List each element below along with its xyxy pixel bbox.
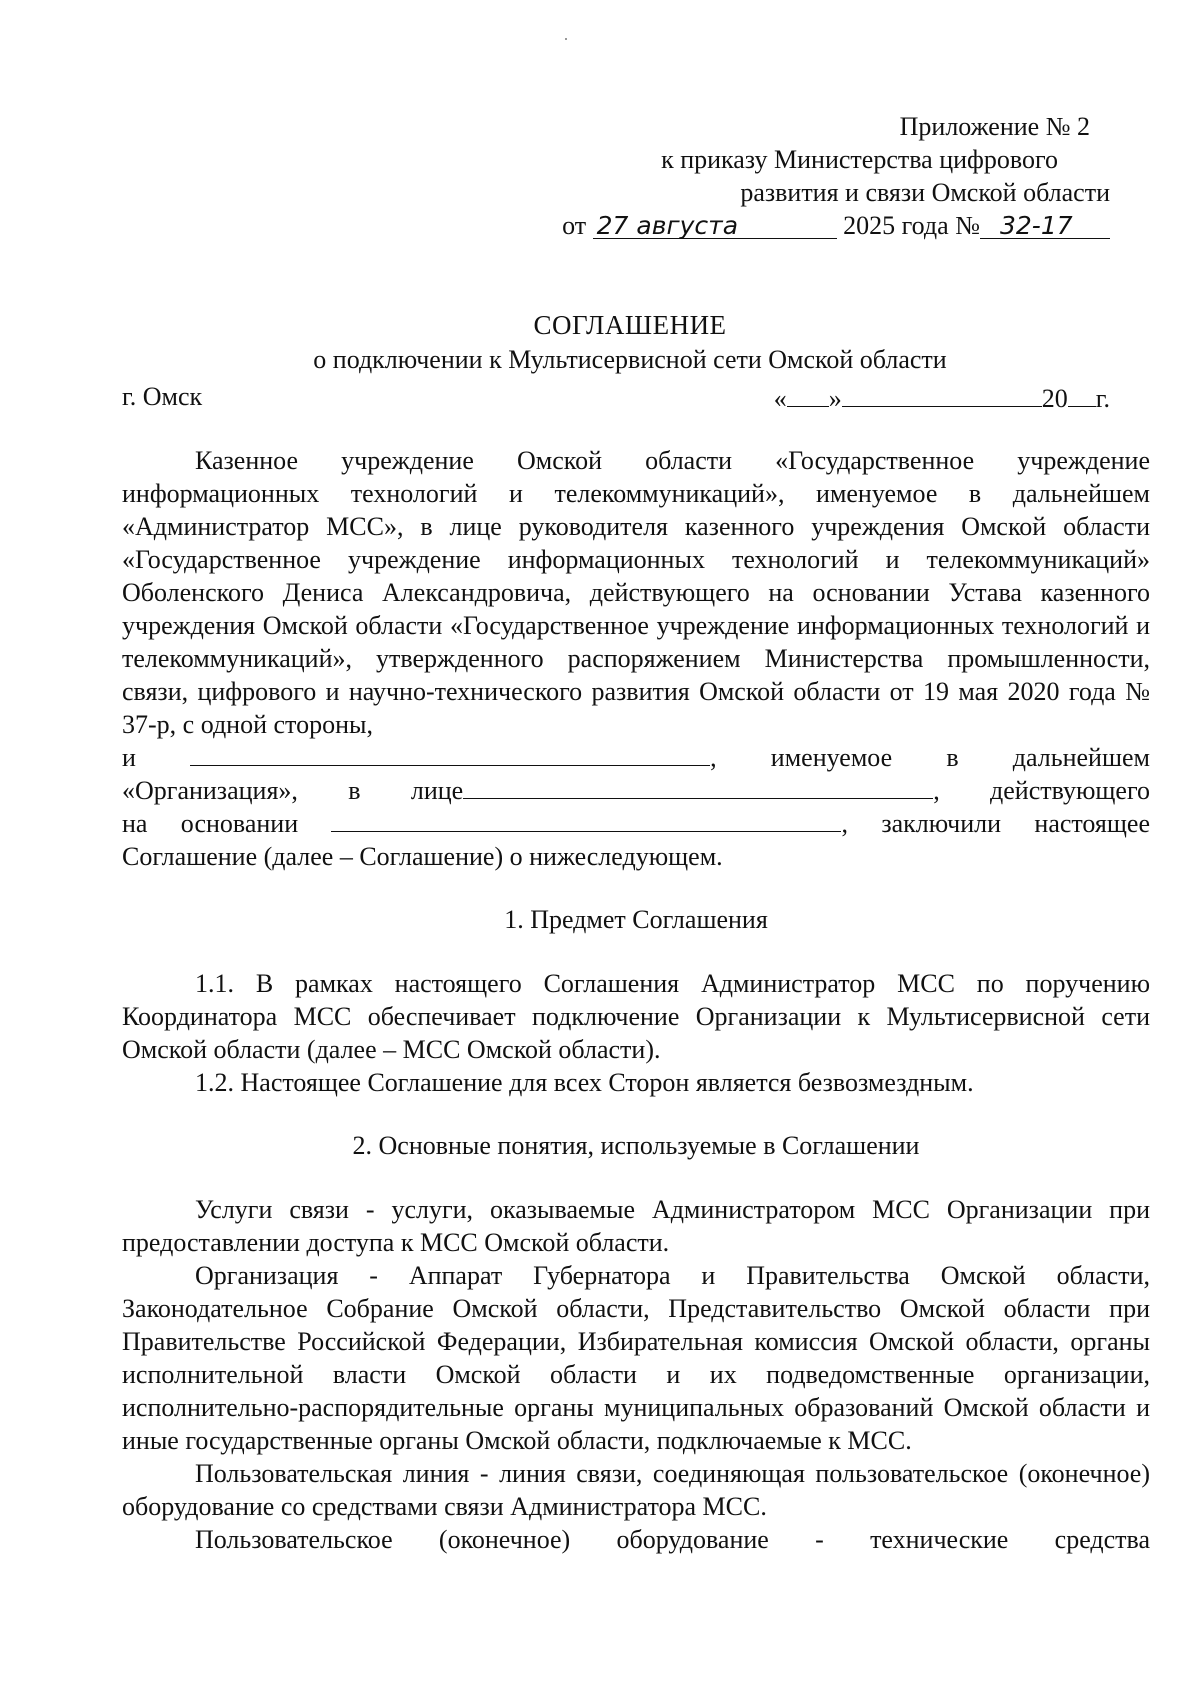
definition-user-line: Пользовательская линия - линия связи, соединяющая пользовательское (оконечное) оборудование со средствами связи Администратора МСС. (122, 1459, 1150, 1521)
appendix-order-ref: к приказу Министерства цифрового (661, 145, 1058, 174)
definition-organization: Организация - Аппарат Губернатора и Правительства Омской области, Законодательное Собрание Омской области, Представительство Омской области при Правительстве Российской Федерации, Избирательная комиссия Омской области, органы исполнительной власти Омской области и их подведомственные организации, исполнительно-распорядительные органы муниципальных образований Омской области и иные государственные органы Омской области, подключаемые к МСС. (122, 1261, 1150, 1455)
document-title: СОГЛАШЕНИЕ (533, 310, 727, 340)
clause-1-1: 1.1. В рамках настоящего Соглашения Администратор МСС по поручению Координатора МСС обеспечивает подключение Организации к Мультисервисной сети Омской области (далее – МСС Омской области). (122, 969, 1150, 1064)
year-prefix: 20 (1041, 384, 1068, 413)
scan-speck (565, 38, 567, 40)
year-suffix: г. (1095, 384, 1110, 413)
preamble-paragraph: Казенное учреждение Омской области «Государственное учреждение информационных технологий и телекоммуникаций», именуемое в дальнейшем «Администратор МСС», в лице руководителя казенного учреждения Омской области «Государственное учреждение информационных технологий и телекоммуникаций» Оболенского Дениса Александровича, действующего на основании Устава казенного учреждения Омской области «Государственное учреждение информационных технологий и телекоммуникаций», утвержденного распоряжением Министерства промышленности, связи, цифрового и научно-технического развития Омской области от 19 мая 2020 года № 37-р, с одной стороны, (122, 446, 1150, 739)
section-2-heading: 2. Основные понятия, используемые в Соглашении (352, 1131, 920, 1160)
year-blank (1068, 382, 1096, 407)
basis-text: на основании (122, 809, 299, 838)
definition-user-equipment: Пользовательское (оконечное) оборудование - технические средства (195, 1525, 1150, 1554)
preamble-representative-line (122, 774, 1150, 807)
agreement-date-line (774, 382, 1110, 414)
named-after-text: , именуемое в дальнейшем (710, 743, 1150, 772)
representative-blank (463, 774, 933, 799)
appendix-ministry: развития и связи Омской области (740, 178, 1110, 207)
and-word: и (122, 743, 136, 772)
appendix-date-line (562, 209, 1110, 242)
handwritten-date: 27 августа (593, 214, 837, 239)
appendix-header (562, 110, 1110, 242)
preamble-basis-line (122, 807, 1150, 840)
appendix-number: Приложение № 2 (899, 112, 1090, 141)
city: г. Омск (122, 382, 203, 411)
concluded-text: , заключили настоящее (841, 809, 1150, 838)
document-subtitle: о подключении к Мультисервисной сети Омской области (313, 345, 947, 374)
month-blank (842, 382, 1042, 407)
basis-blank (331, 807, 841, 832)
acting-text: , действующего (933, 776, 1150, 805)
handwritten-number: 32-17 (980, 214, 1110, 239)
organization-name-blank (190, 741, 710, 766)
preamble-closing: Соглашение (далее – Соглашение) о нижеследующем. (122, 842, 723, 871)
agreement-body (122, 444, 1150, 1556)
day-blank (787, 382, 829, 407)
year-label: 2025 года № (843, 211, 980, 240)
from-label: от (562, 211, 587, 240)
date-close-quote: » (828, 384, 842, 413)
org-quote-text: «Организация», в лице (122, 776, 464, 805)
clause-1-2: 1.2. Настоящее Соглашение для всех Сторон является безвозмездным. (195, 1068, 974, 1097)
section-1-heading: 1. Предмет Соглашения (504, 905, 768, 934)
preamble-party-line (122, 741, 1150, 774)
date-open-quote: « (773, 384, 787, 413)
definition-services: Услуги связи - услуги, оказываемые Администратором МСС Организации при предоставлении доступа к МСС Омской области. (122, 1195, 1150, 1257)
